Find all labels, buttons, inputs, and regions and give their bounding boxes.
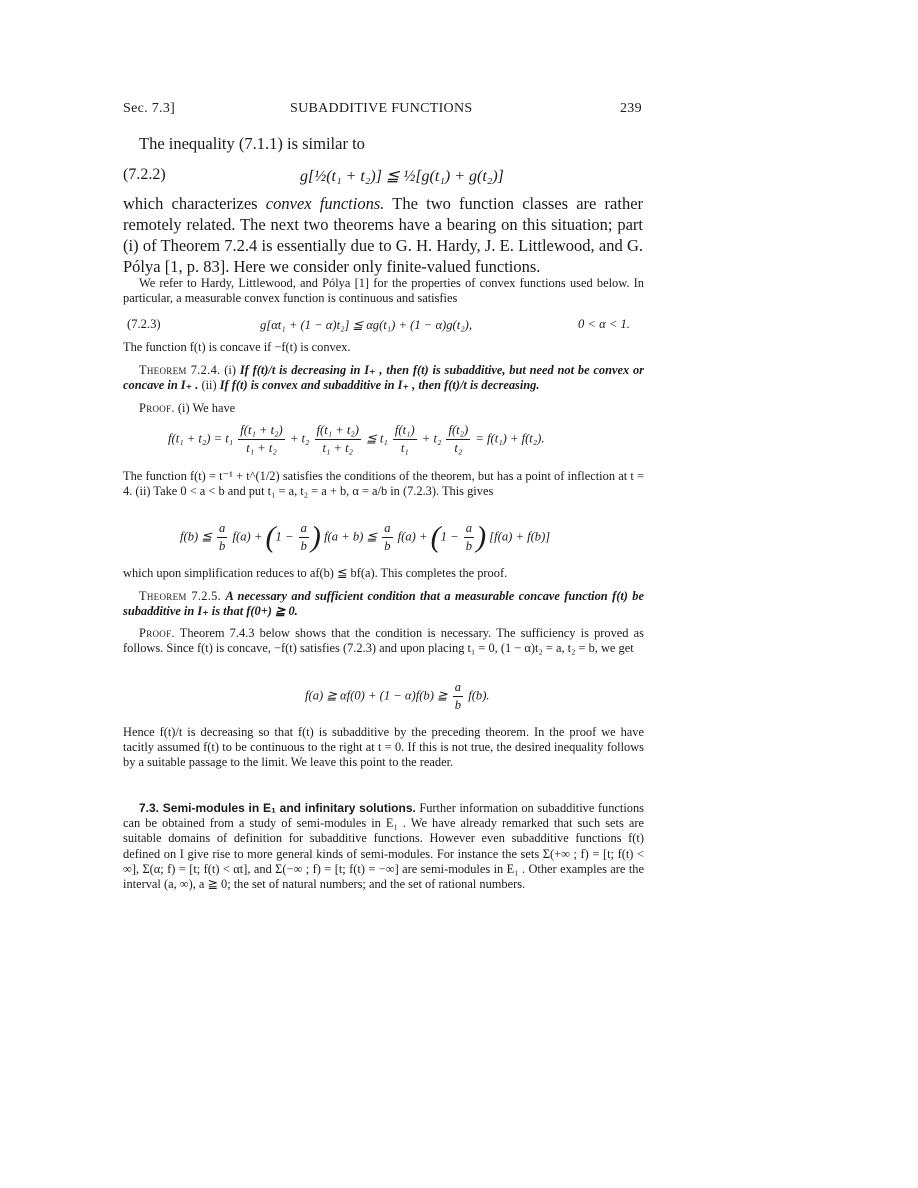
fraction-numerator: a (299, 521, 309, 538)
running-head-title: SUBADDITIVE FUNCTIONS (290, 101, 473, 116)
fraction-numerator: a (217, 521, 227, 538)
section-body: Further information on subadditive functions can be obtained from a study of semi-modules in E₁ . We have already remarked that such sets are suitable domains of definition for subadditive functions. However even subadditive functions f(t) defined on I give rise to more general kinds of semi-modules. For instance the sets Σ(+∞ ; f) = [t; f(t) < ∞], Σ(α; f) = [t; f(t) < αt], and Σ(−∞ ; f) = [t; f(t) = −∞] are semi-modules in E₁ . Other examples are the interval (a, ∞), a ≧ 0; the set of natural numbers; and the set of rational numbers. (123, 801, 644, 892)
theorem-heading: Theorem 7.2.5. (139, 589, 222, 603)
right-paren: ) (476, 520, 487, 554)
fraction (217, 521, 227, 554)
equation-number-7-2-3: (7.2.3) (127, 317, 161, 331)
eq-rhs: [f(a) + f(b)] (489, 529, 551, 544)
equation-7-2-3-range: 0 < α < 1. (578, 317, 630, 331)
display-equation-concave (305, 680, 490, 713)
right-paren: ) (310, 520, 321, 554)
equation-7-2-2: g[½(t₁ + t₂)] ≦ ½[g(t₁) + g(t₂)] (300, 168, 504, 185)
convex-functions-term: convex functions. (265, 194, 385, 213)
eq-term: 1 − (440, 529, 459, 544)
fraction-denominator: b (300, 539, 307, 553)
theorem-part-ii: If f(t) is convex and subadditive in I₊ , then f(t)/t is decreasing. (219, 378, 540, 393)
fraction-denominator: t₂ (454, 441, 463, 455)
fraction-denominator: b (219, 539, 226, 553)
eq-term: + t₂ (421, 431, 442, 446)
left-paren: ( (430, 520, 441, 554)
proof-intro-text: (i) We have (177, 401, 236, 415)
fraction-denominator: b (384, 539, 391, 553)
eq-rhs: = f(t₁) + f(t₂). (475, 431, 545, 446)
theorem-part-label: (ii) (201, 378, 217, 393)
fraction-numerator: a (464, 521, 474, 538)
proof-heading: Proof. (139, 626, 175, 640)
fraction (299, 521, 309, 554)
fraction (446, 423, 470, 456)
theorem-part-i: If f(t)/t is decreasing in I₊ , then f(t) is subadditive, but need not be convex or concave in I₊ . (123, 363, 645, 393)
eq-rhs: f(b). (468, 688, 490, 703)
fraction-denominator: b (465, 539, 473, 553)
display-equation-convexity (180, 521, 550, 554)
left-paren: ( (265, 520, 276, 554)
proof-intro (139, 401, 235, 416)
eq-lhs: f(t₁ + t₂) = t₁ (168, 431, 234, 446)
running-head-section: Sec. 7.3] (123, 101, 176, 116)
equation-7-2-3: g[αt₁ + (1 − α)t₂] ≦ αg(t₁) + (1 − α)g(t₂), (260, 318, 472, 332)
fraction (382, 521, 392, 554)
eq-term: f(a + b) ≦ (324, 529, 378, 544)
eq-lhs: f(b) ≦ (180, 529, 212, 544)
eq-term: 1 − (275, 529, 294, 544)
intro-paragraph-rest: The two function classes are rather remotely related. The next two theorems have a bearing on this situation; part (i) of Theorem 7.2.4 is essentially due to G. H. Hardy, J. E. Littlewood, and G. Pólya [1, p. 83]. Here we consider only finite-valued functions. (123, 194, 644, 276)
fraction-denominator: t₁ + t₂ (246, 441, 277, 455)
proof-text: Theorem 7.4.3 below shows that the condition is necessary. The sufficiency is proved as follows. Since f(t) is concave, −f(t) satisfies (7.2.3) and upon placing t₁ = 0, (1 − α)t₂ = a, t₂ = b, we get (123, 626, 644, 656)
intro-paragraph-start: which characterizes (123, 194, 258, 213)
section-heading: 7.3. Semi-modules in E₁ and infinitary solutions. (139, 801, 416, 815)
fraction-numerator: a (382, 521, 392, 538)
fraction-numerator: f(t₂) (446, 423, 470, 440)
intro-line: The inequality (7.1.1) is similar to (139, 134, 365, 153)
proof-paragraph (123, 626, 644, 656)
theorem-7-2-5 (123, 589, 644, 619)
fraction-numerator: f(t₁ + t₂) (315, 423, 361, 440)
fraction (393, 423, 417, 456)
fraction (453, 680, 463, 713)
display-equation-subadditive (168, 423, 545, 456)
convex-reference-paragraph: We refer to Hardy, Littlewood, and Pólya [1] for the properties of convex functions used below. In particular, a measurable convex function is continuous and satisfies (123, 276, 644, 306)
fraction (464, 521, 474, 554)
proof-paragraph: The function f(t) = t⁻¹ + t^(1/2) satisfies the conditions of the theorem, but has a point of inflection at t = 4. (ii) Take 0 < a < b and put t₁ = a, t₂ = a + b, α = a/b in (7.2.3). This gives (123, 469, 644, 499)
eq-lhs: f(a) ≧ αf(0) + (1 − α)f(b) ≧ (305, 688, 448, 703)
fraction-numerator: f(t₁) (393, 423, 417, 440)
eq-term: f(a) + (232, 529, 263, 544)
theorem-heading: Theorem 7.2.4. (139, 363, 221, 377)
fraction-denominator: t₁ (400, 441, 409, 455)
proof-conclusion: which upon simplification reduces to af(b) ≦ bf(a). This completes the proof. (123, 566, 508, 580)
eq-term: f(a) + (397, 529, 428, 544)
theorem-body: A necessary and sufficient condition that a measurable concave function f(t) be subadditive in I₊ is that f(0+) ≧ 0. (123, 589, 644, 619)
section-7-3 (123, 801, 644, 892)
fraction-denominator: t₁ + t₂ (322, 441, 354, 455)
fraction (238, 423, 284, 456)
fraction-numerator: a (453, 680, 463, 697)
intro-paragraph (123, 193, 643, 277)
page-number: 239 (620, 101, 642, 116)
eq-term: ≦ t₁ (366, 431, 388, 446)
equation-number-7-2-2: (7.2.2) (123, 166, 166, 183)
proof-heading: Proof. (139, 401, 175, 415)
concave-definition: The function f(t) is concave if −f(t) is convex. (123, 340, 351, 354)
fraction-numerator: f(t₁ + t₂) (238, 423, 284, 440)
eq-term: + t₂ (289, 431, 310, 446)
fraction-denominator: b (454, 698, 462, 712)
theorem-7-2-4 (123, 363, 644, 393)
theorem-part-label: (i) (224, 363, 236, 377)
fraction (315, 423, 361, 456)
proof-paragraph-2: Hence f(t)/t is decreasing so that f(t) is subadditive by the preceding theorem. In the proof we have tacitly assumed f(t) to be continuous to the right at t = 0. If this is not true, the desired inequality follows by a suitable passage to the limit. We leave this point to the reader. (123, 725, 644, 770)
